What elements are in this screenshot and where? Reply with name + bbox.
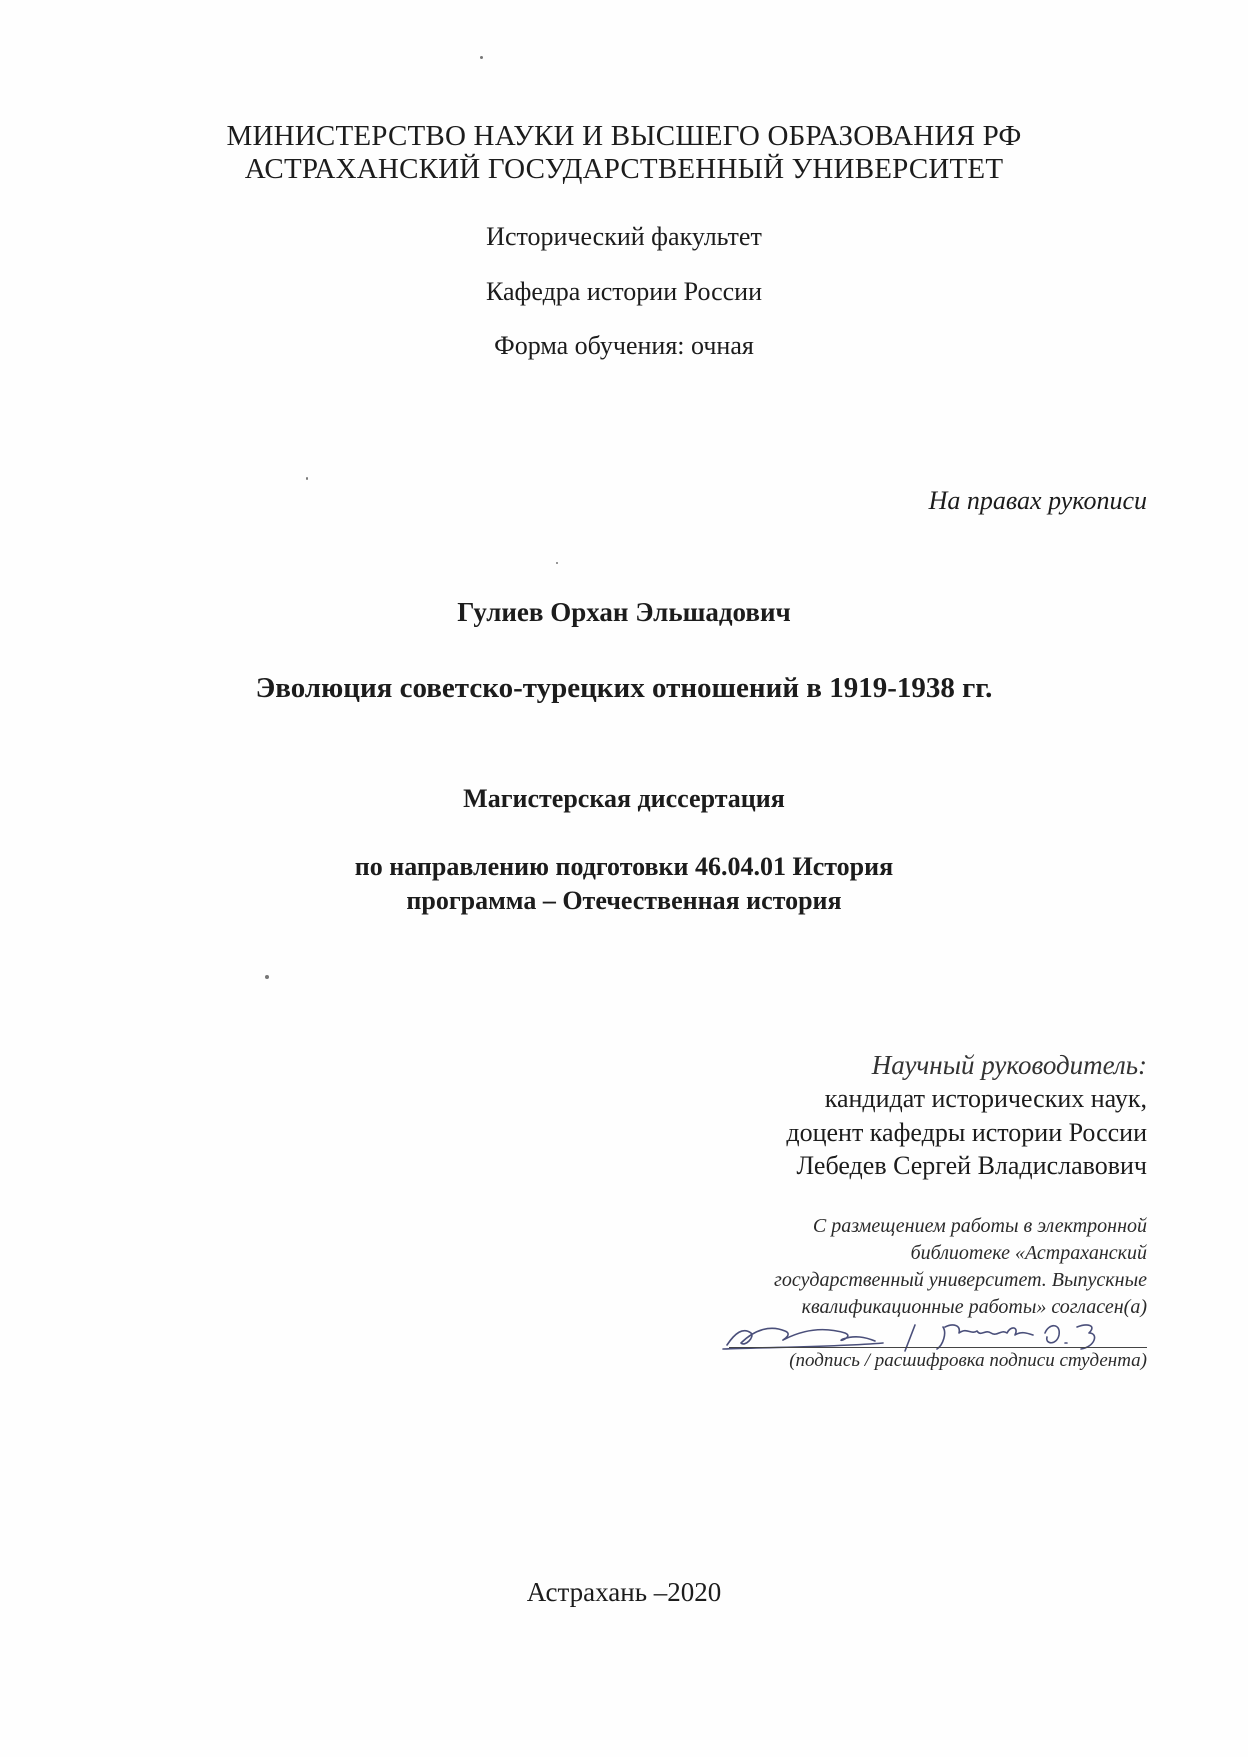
supervisor-label: Научный руководитель: bbox=[871, 1050, 1147, 1080]
supervisor-position: доцент кафедры истории России bbox=[786, 1118, 1147, 1147]
study-direction: по направлению подготовки 46.04.01 История bbox=[354, 852, 894, 881]
scan-speck bbox=[306, 477, 308, 480]
faculty-name: Исторический факультет bbox=[486, 222, 762, 251]
university-name: АСТРАХАНСКИЙ ГОСУДАРСТВЕННЫЙ УНИВЕРСИТЕТ bbox=[244, 153, 1004, 185]
supervisor-degree: кандидат исторических наук, bbox=[824, 1084, 1147, 1113]
city-year: Астрахань –2020 bbox=[526, 1577, 722, 1607]
scan-speck bbox=[480, 56, 483, 59]
consent-line: С размещением работы в электронной bbox=[812, 1215, 1147, 1237]
ministry-name: МИНИСТЕРСТВО НАУКИ И ВЫСШЕГО ОБРАЗОВАНИЯ РФ bbox=[226, 120, 1022, 152]
scan-speck bbox=[265, 975, 269, 979]
signature-line bbox=[729, 1347, 1147, 1348]
signature-caption: (подпись / расшифровка подписи студента) bbox=[789, 1350, 1147, 1371]
consent-line: библиотеке «Астраханский bbox=[910, 1242, 1147, 1264]
consent-line: квалификационные работы» согласен(а) bbox=[801, 1296, 1147, 1318]
thesis-title: Эволюция советско-турецких отношений в 1919-1938 гг. bbox=[255, 672, 993, 704]
study-form: Форма обучения: очная bbox=[494, 331, 754, 360]
department-name: Кафедра истории России bbox=[485, 277, 763, 306]
thesis-type: Магистерская диссертация bbox=[463, 784, 785, 813]
study-program: программа – Отечественная история bbox=[406, 886, 842, 915]
author-name: Гулиев Орхан Эльшадович bbox=[457, 597, 791, 627]
manuscript-note: На правах рукописи bbox=[928, 486, 1147, 515]
consent-line: государственный университет. Выпускные bbox=[774, 1269, 1147, 1291]
supervisor-name: Лебедев Сергей Владиславович bbox=[796, 1151, 1147, 1180]
scan-speck bbox=[556, 562, 558, 564]
